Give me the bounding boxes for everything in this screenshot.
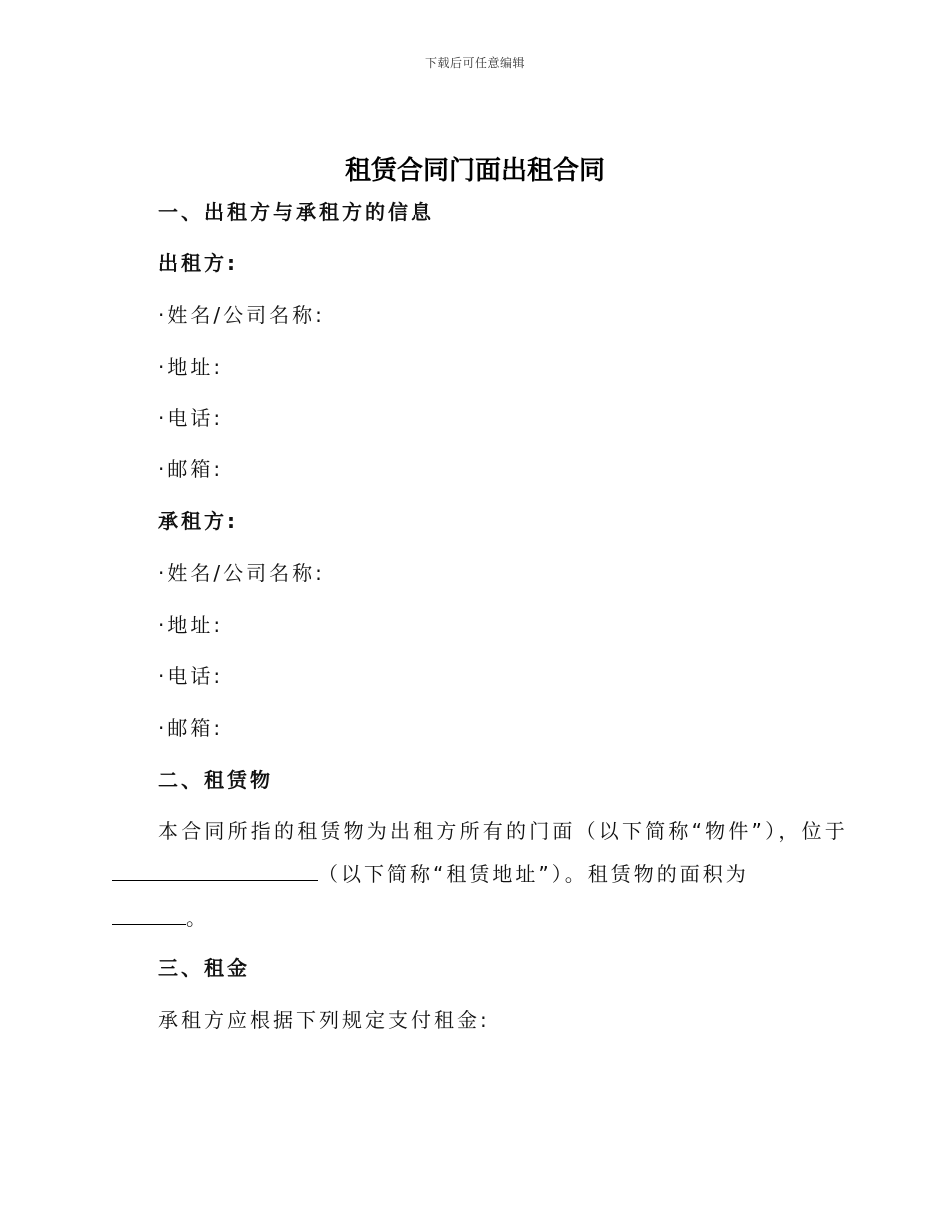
- lessor-address-field: ·地址:: [158, 355, 224, 379]
- area-blank: [112, 904, 186, 925]
- lessee-name-field: ·姓名/公司名称:: [158, 561, 325, 585]
- section-heading-rent: 三、租金: [158, 956, 250, 980]
- lessee-email-field: ·邮箱:: [158, 716, 224, 740]
- lessor-label: 出租方:: [158, 251, 238, 275]
- lessor-email-field: ·邮箱:: [158, 457, 224, 481]
- lessor-phone-field: ·电话:: [158, 406, 224, 430]
- property-paragraph-line-2: [112, 860, 749, 888]
- document-title: 租赁合同门面出租合同: [344, 156, 605, 186]
- rent-paragraph: 承租方应根据下列规定支付租金:: [158, 1008, 490, 1032]
- section-heading-parties: 一、出租方与承租方的信息: [158, 200, 434, 224]
- section-heading-leased-property: 二、租赁物: [158, 768, 273, 792]
- lessee-label: 承租方:: [158, 509, 238, 533]
- address-blank: [112, 860, 318, 881]
- header-note: 下载后可任意编辑: [424, 56, 525, 70]
- lessee-phone-field: ·电话:: [158, 664, 224, 688]
- property-paragraph-line-3-text: 。: [186, 906, 209, 930]
- property-paragraph-line-1: 本合同所指的租赁物为出租方所有的门面（以下简称“物件”），位于: [158, 819, 848, 843]
- lessee-address-field: ·地址:: [158, 613, 224, 637]
- property-paragraph-line-2-text: （以下简称“租赁地址”）。租赁物的面积为: [318, 862, 749, 886]
- property-paragraph-line-3: [112, 904, 209, 932]
- lessor-name-field: ·姓名/公司名称:: [158, 303, 325, 327]
